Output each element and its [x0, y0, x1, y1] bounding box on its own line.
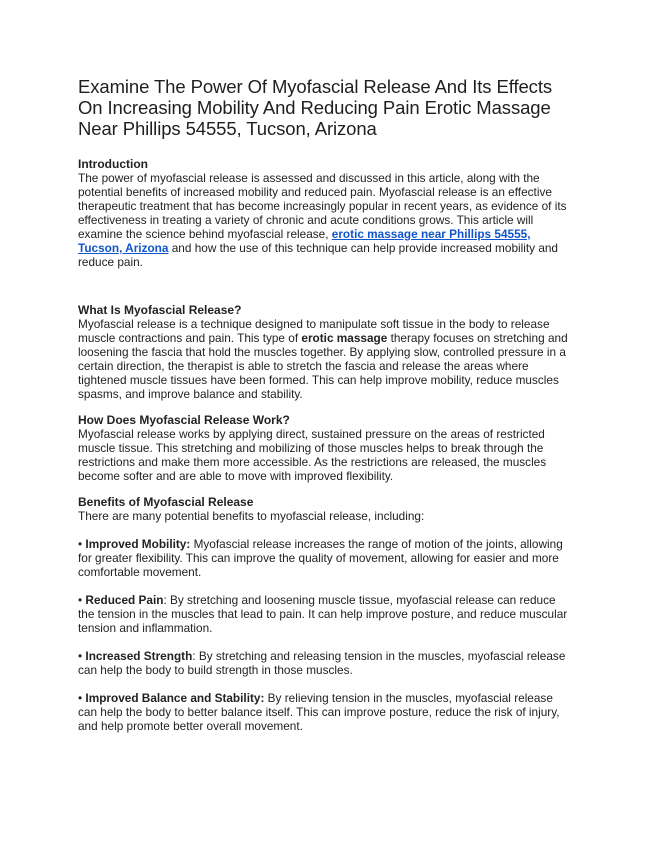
bullet: •: [78, 593, 86, 607]
intro-heading: Introduction: [78, 157, 148, 171]
page-title: Examine The Power Of Myofascial Release And Its Effects On Increasing Mobility And Reducing Pain Erotic Massage Near Phillips 54555, Tucson, Arizona: [78, 76, 553, 139]
bullet: •: [78, 537, 86, 551]
benefit-item-improved-balance: [78, 691, 574, 733]
how-works-paragraph: Myofascial release works by applying direct, sustained pressure on the areas of restricted muscle tissue. This stretching and mobilizing of those muscles helps to break through the restrictions and make them more accessible. As the restrictions are released, the muscles become softer and are able to move with improved flexibility.: [78, 427, 547, 483]
intro-paragraph: [78, 171, 574, 269]
benefits-heading: Benefits of Myofascial Release: [78, 495, 254, 509]
what-is-section: [78, 303, 574, 401]
bullet: •: [78, 649, 86, 663]
how-works-section: [78, 413, 574, 483]
benefit-item-improved-mobility: [78, 537, 574, 579]
benefits-intro: There are many potential benefits to myofascial release, including:: [78, 509, 425, 523]
what-is-bold-term: erotic massage: [301, 331, 388, 345]
intro-section: [78, 157, 574, 269]
benefit-item-reduced-pain: [78, 593, 574, 635]
benefit-item-increased-strength: [78, 649, 574, 677]
how-works-heading: How Does Myofascial Release Work?: [78, 413, 290, 427]
bullet: •: [78, 691, 86, 705]
what-is-paragraph: [78, 317, 574, 401]
benefit-text: : By stretching and loosening muscle tissue, myofascial release can reduce the tension in the muscles that lead to pain. It can help improve posture, and reduce muscular tension and inflammation.: [78, 593, 568, 635]
intro-text-after-link: and how the use of this technique can help provide increased mobility and reduce pain.: [78, 241, 558, 269]
benefit-label: Increased Strength: [85, 649, 193, 663]
erotic-massage-link[interactable]: erotic massage near Phillips 54555, Tucson, Arizona: [78, 227, 531, 255]
document-page: [78, 76, 574, 733]
intro-text-before-link: The power of myofascial release is assessed and discussed in this article, along with the potential benefits of increased mobility and reduced pain. Myofascial release is an effective therapeutic treatment that has become increasingly popular in recent years, as evidence of its effectiveness in treating a variety of chronic and acute conditions grows. This article will examine the science behind myofascial release,: [78, 171, 567, 241]
benefit-label: Improved Balance and Stability:: [85, 691, 265, 705]
benefit-label: Reduced Pain: [85, 593, 164, 607]
benefit-label: Improved Mobility:: [85, 537, 191, 551]
what-is-text-after-bold: therapy focuses on stretching and loosening the fascia that hold the muscles together. By applying slow, controlled pressure in a certain direction, the therapist is able to stretch the fascia and release the areas where tightened muscle tissues have been formed. This can help improve mobility, reduce muscles spasms, and improve balance and stability.: [78, 331, 568, 401]
benefit-text: : By stretching and releasing tension in the muscles, myofascial release can help the body to build strength in those muscles.: [78, 649, 566, 677]
benefit-text: Myofascial release increases the range of motion of the joints, allowing for greater flexibility. This can improve the quality of movement, allowing for easier and more comfortable movement.: [78, 537, 563, 579]
what-is-heading: What Is Myofascial Release?: [78, 303, 242, 317]
benefit-text: By relieving tension in the muscles, myofascial release can help the body to better balance itself. This can improve posture, reduce the risk of injury, and help promote better overall movement.: [78, 691, 560, 733]
benefits-section: [78, 495, 574, 733]
what-is-text-before-bold: Myofascial release is a technique designed to manipulate soft tissue in the body to release muscle contractions and pain. This type of: [78, 317, 550, 345]
